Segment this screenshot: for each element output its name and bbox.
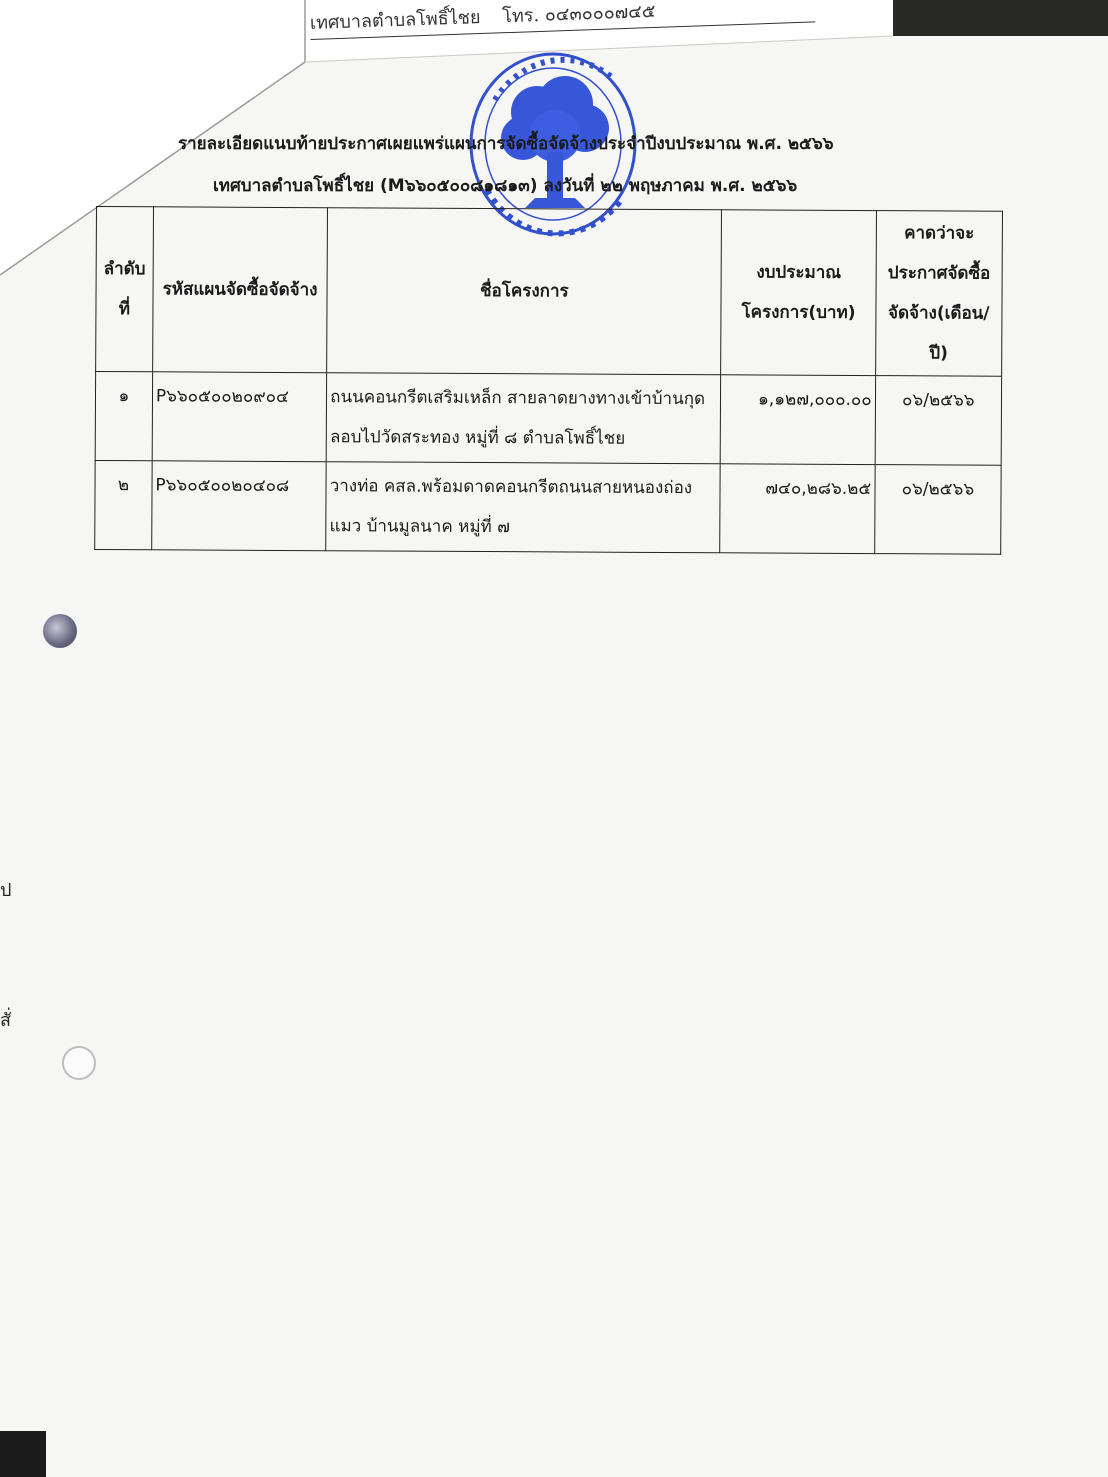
header-no: ลำดับที่ [96, 207, 154, 372]
cell-plan-code: P๖๖๐๕๐๐๒๐๔๐๘ [152, 461, 327, 551]
cell-budget: ๗๔๐,๒๘๖.๒๕ [720, 464, 875, 554]
cell-expected-month: ๐๖/๒๕๖๖ [875, 376, 1002, 466]
cell-no: ๑ [95, 372, 152, 461]
cell-no: ๒ [95, 460, 152, 549]
table-header-row [96, 207, 1003, 377]
letterhead-org: เทศบาลตำบลโพธิ์ไชย [309, 7, 481, 34]
underlying-page-edge-text: สั่ [0, 1010, 11, 1031]
cell-plan-code: P๖๖๐๕๐๐๒๐๙๐๔ [152, 372, 327, 462]
header-plan-code: รหัสแผนจัดซื้อจัดจ้าง [152, 207, 327, 373]
procurement-plan-table [94, 206, 1003, 555]
header-budget: งบประมาณโครงการ(บาท) [721, 210, 876, 376]
document-title: รายละเอียดแนบท้ายประกาศเผยแพร่แผนการจัดซื้อจัดจ้างประจำปีงบประมาณ พ.ศ. ๒๕๖๖ [178, 134, 834, 154]
header-project-name: ชื่อโครงการ [327, 208, 722, 375]
document-subtitle: เทศบาลตำบลโพธิ์ไชย (M๖๖๐๕๐๐๘๑๘๑๓) ลงวันที่ ๒๒ พฤษภาคม พ.ศ. ๒๕๖๖ [213, 176, 798, 196]
header-expected-month: คาดว่าจะประกาศจัดซื้อจัดจ้าง(เดือน/ปี) [875, 211, 1002, 377]
table-row [95, 460, 1001, 554]
cell-expected-month: ๐๖/๒๕๖๖ [874, 465, 1001, 555]
cell-project-name: ถนนคอนกรีตเสริมเหล็ก สายลาดยางทางเข้าบ้านกุดลอบไปวัดสระทอง หมู่ที่ ๘ ตำบลโพธิ์ไชย [326, 373, 721, 464]
punch-hole [62, 1046, 96, 1080]
background-dark-corner [0, 1431, 46, 1477]
cell-project-name: วางท่อ คสล.พร้อมดาดคอนกรีตถนนสายหนองถ่องแมว บ้านมูลนาค หมู่ที่ ๗ [326, 462, 721, 553]
letterhead-phone: โทร. ๐๔๓๐๐๐๗๔๕ [501, 0, 656, 28]
punch-hole [43, 614, 77, 648]
table-row [95, 372, 1001, 466]
underlying-page-edge-text: ป [0, 880, 12, 901]
cell-budget: ๑,๑๒๗,๐๐๐.๐๐ [721, 375, 876, 465]
